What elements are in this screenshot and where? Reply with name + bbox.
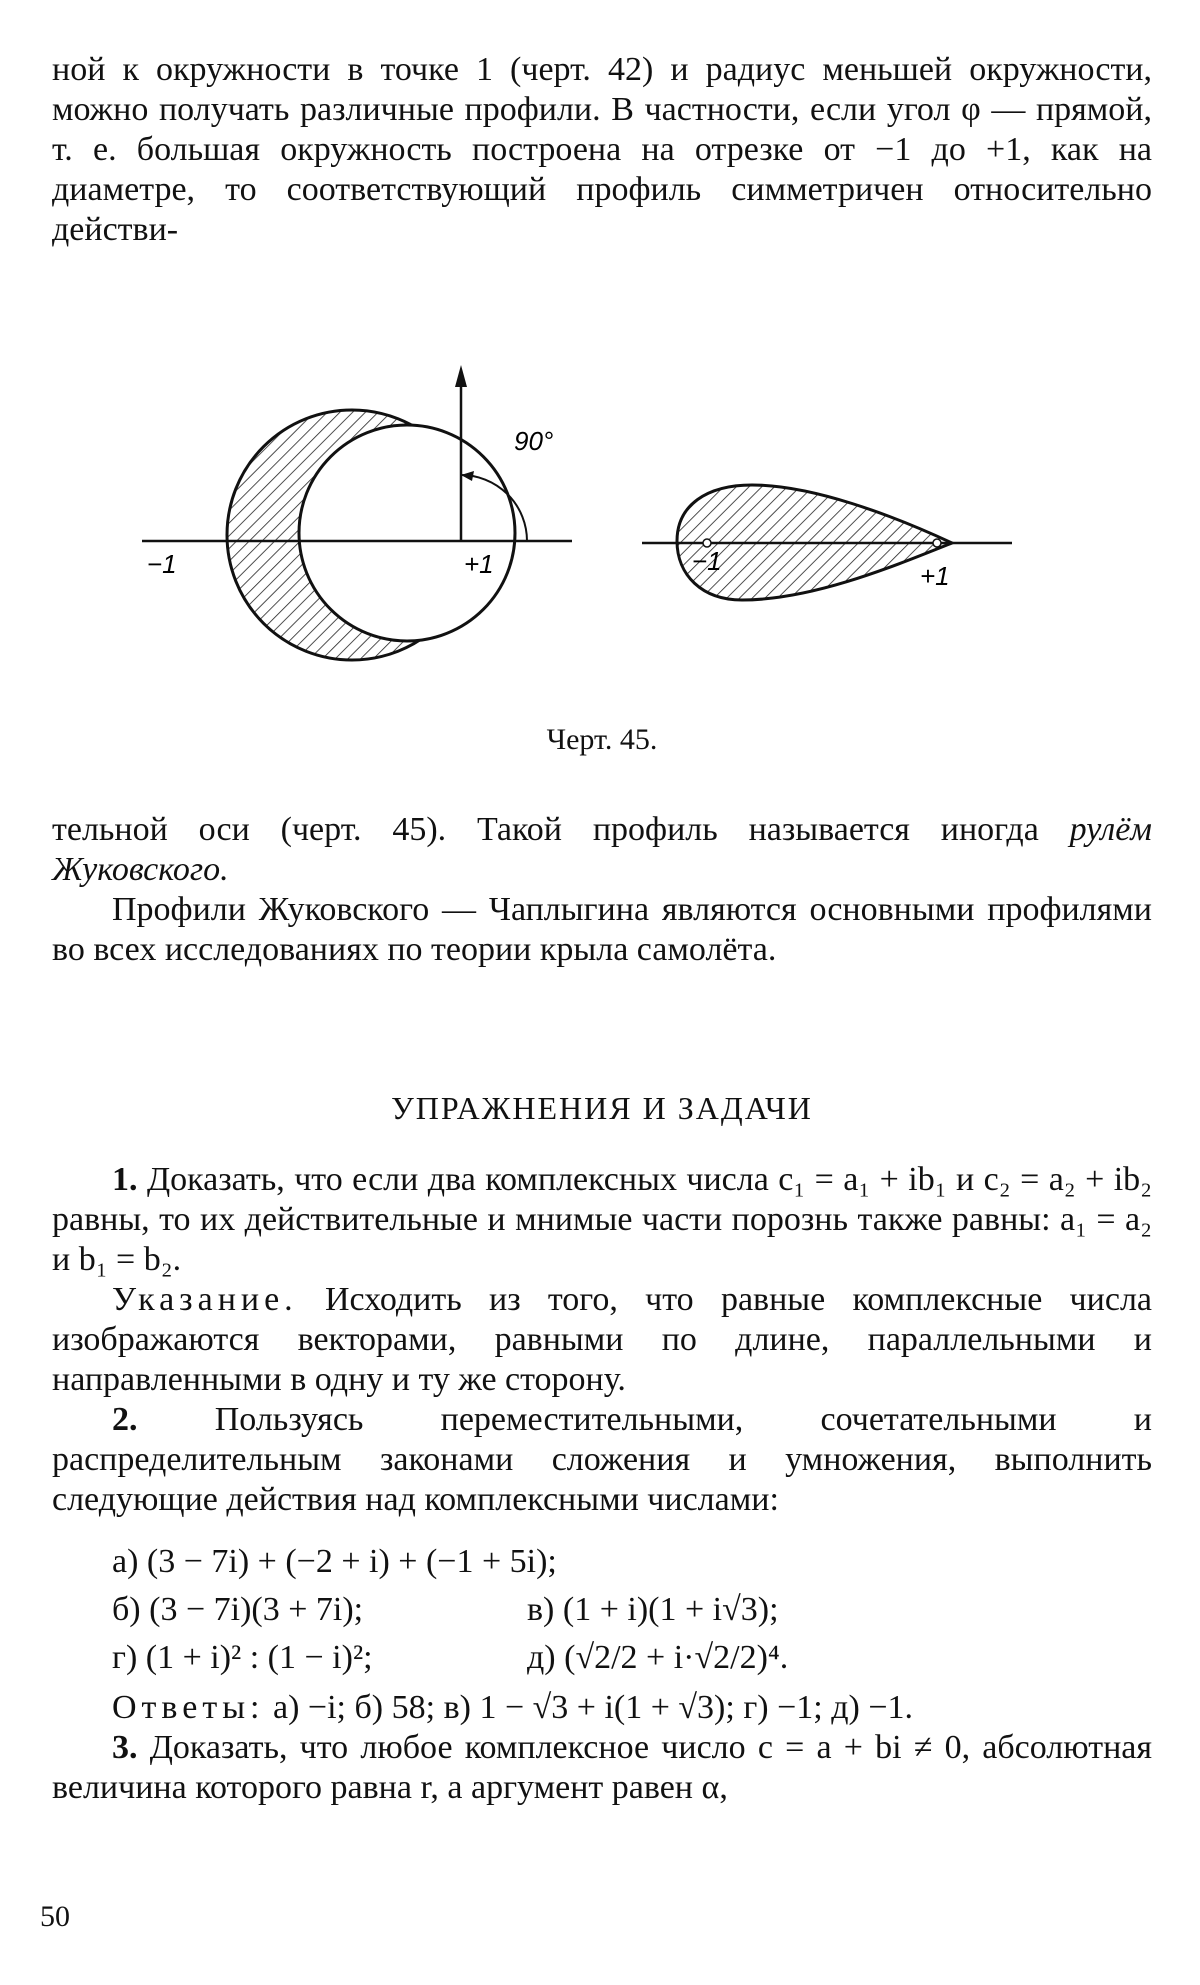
exercise-1-number: 1. — [112, 1161, 138, 1198]
exercise-2-number: 2. — [112, 1401, 138, 1438]
answers-label: Ответы: — [112, 1689, 265, 1726]
figure-caption: Черт. 45. — [546, 723, 658, 756]
hint-text: Исходить из того, что равные комплексные числа изображаются векторами, равными по длине, параллельными и направленными в одну и ту же сторону. — [52, 1281, 1152, 1398]
intro-paragraph: ной к окружности в точке 1 (черт. 42) и радиус меньшей окружности, можно получать различные профили. В частности, если угол φ — прямой, т. е. большая окружность построена на отрезке от −1 до +1, как на диаметре, то соответствующий профиль симметричен относительно действи- — [52, 51, 1152, 248]
angle-label: 90° — [514, 426, 554, 456]
page-number: 50 — [40, 1900, 70, 1933]
after-figure-paragraph-2: Профили Жуковского — Чаплыгина являются основными профилями во всех исследованиях по теории крыла самолёта. — [52, 891, 1152, 968]
figure-45-drawing — [52, 305, 1152, 725]
exercise-2 — [52, 1400, 1152, 1520]
right-plus-one-label: +1 — [920, 561, 950, 591]
left-minus-one-label: −1 — [147, 549, 177, 579]
item-v: в) (1 + i)(1 + i√3); — [527, 1591, 779, 1628]
zhukovsky-profile-diagram — [642, 485, 1012, 600]
answers — [52, 1688, 1152, 1728]
zhukovsky-rudder-term: рулём Жуковского. — [52, 811, 1152, 888]
after-figure-line — [52, 810, 1152, 890]
item-a: а) (3 − 7i) + (−2 + i) + (−1 + 5i); — [112, 1543, 557, 1580]
exercise-3-text: Доказать, что любое комплексное число c = a + bi ≠ 0, абсолютная величина которого равна r, а аргумент равен α, — [52, 1729, 1152, 1806]
right-minus-one-label: −1 — [692, 546, 722, 576]
exercise-1-hint — [52, 1280, 1152, 1400]
exercise-3-number: 3. — [112, 1729, 138, 1766]
left-circles-diagram — [142, 365, 572, 660]
figure-45 — [52, 305, 1152, 755]
exercise-2-text: Пользуясь переместительными, сочетательными и распределительным законами сложения и умножения, выполнить следующие действия над комплексными числами: — [52, 1401, 1152, 1518]
item-b: б) (3 − 7i)(3 + 7i); — [112, 1591, 364, 1628]
page — [52, 50, 1153, 1806]
after-figure-normal: тельной оси (черт. 45). Такой профиль называется иногда — [52, 811, 1039, 848]
exercises-title: УПРАЖНЕНИЯ И ЗАДАЧИ — [391, 1090, 813, 1126]
hint-label: Указание. — [112, 1281, 298, 1318]
left-plus-one-label: +1 — [464, 549, 494, 579]
after-figure-text — [52, 810, 1152, 970]
exercise-2-items — [112, 1538, 1152, 1682]
exercises-section — [52, 1160, 1152, 1808]
answers-text: а) −i; б) 58; в) 1 − √3 + i(1 + √3); г) −1; д) −1. — [273, 1689, 914, 1726]
item-g: г) (1 + i)² : (1 − i)²; — [112, 1639, 373, 1676]
exercise-1 — [52, 1160, 1152, 1280]
item-d: д) (√2/2 + i·√2/2)⁴. — [527, 1639, 789, 1676]
exercise-1-text: Доказать, что если два комплексных числа c₁ = a₁ + ib₁ и c₂ = a₂ + ib₂ равны, то их действительные и мнимые части порознь также равны: a₁ = a₂ и b₁ = b₂. — [52, 1161, 1153, 1278]
exercise-3 — [52, 1728, 1152, 1808]
